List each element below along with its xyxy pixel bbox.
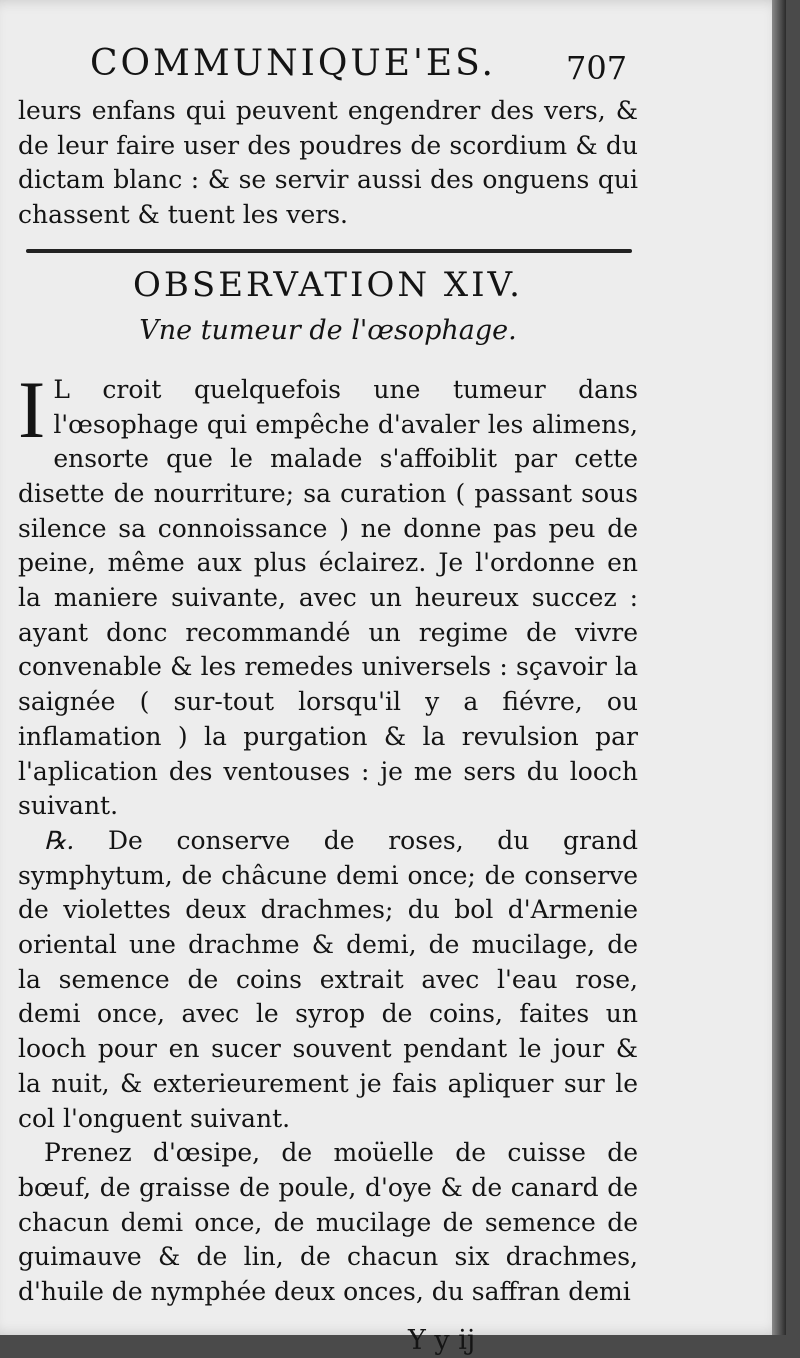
catchwords: Y y ij <box>408 1324 476 1356</box>
observation-subtitle: Vne tumeur de l'œsophage. <box>139 314 517 346</box>
section-divider <box>26 249 632 253</box>
observation-paragraph-3: Prenez d'œsipe, de moüelle de cuisse de bœuf, de graisse de poule, d'oye & de canard de chacun demi once, de mucilage de semence de guimauve & de lin, de chacun six drachmes, d'huile de nymphée deux onces, du saffran demi <box>18 1138 638 1307</box>
recipe-symbol: ℞. <box>44 825 75 855</box>
drop-cap: I <box>18 363 46 455</box>
paragraph-2-text: De conserve de roses, du grand symphytum, de châcune demi once; de conserve de violettes deux drachmes; du bol d'Armenie oriental une drachme & demi, de mucilage, de la semence de coins extrait avec l'eau rose, demi once, avec le syrop de coins, faites un looch pour en sucer souvent pendant le jour & la nuit, & exterieurement je fais apliquer sur le col l'onguent suivant. <box>18 825 638 1133</box>
observation-paragraph-2 <box>18 824 638 1136</box>
page-header <box>18 40 638 94</box>
observation-paragraph-1 <box>18 363 638 824</box>
paragraph-1-text: L croit quelquefois une tumeur dans l'œsophage qui empêche d'avaler les alimens, ensorte que le malade s'affoiblit par cette disette de nourriture; sa curation ( passant sous silence sa connoissance ) ne donne pas peu de peine, même aux plus éclairez. Je l'ordonne en la maniere suivante, avec un heureux succez : ayant donc recommandé un regime de vivre convenable & les remedes universels : sçavoir la saignée ( sur-tout lorsqu'il y a fiévre, ou inflamation ) la purgation & la revulsion par l'aplication des ventouses : je me sers du looch suivant. <box>18 374 638 821</box>
page-number: 707 <box>566 49 628 87</box>
observation-title: OBSERVATION XIV. <box>133 264 523 305</box>
page-content <box>18 40 638 1356</box>
running-head: COMMUNIQUE'ES. <box>90 43 496 84</box>
page-edge-shadow <box>772 0 786 1335</box>
continuation-paragraph: leurs enfans qui peuvent engendrer des vers, & de leur faire user des poudres de scordium & du dictam blanc : & se servir aussi des onguens qui chassent & tuent les vers. <box>18 96 638 230</box>
